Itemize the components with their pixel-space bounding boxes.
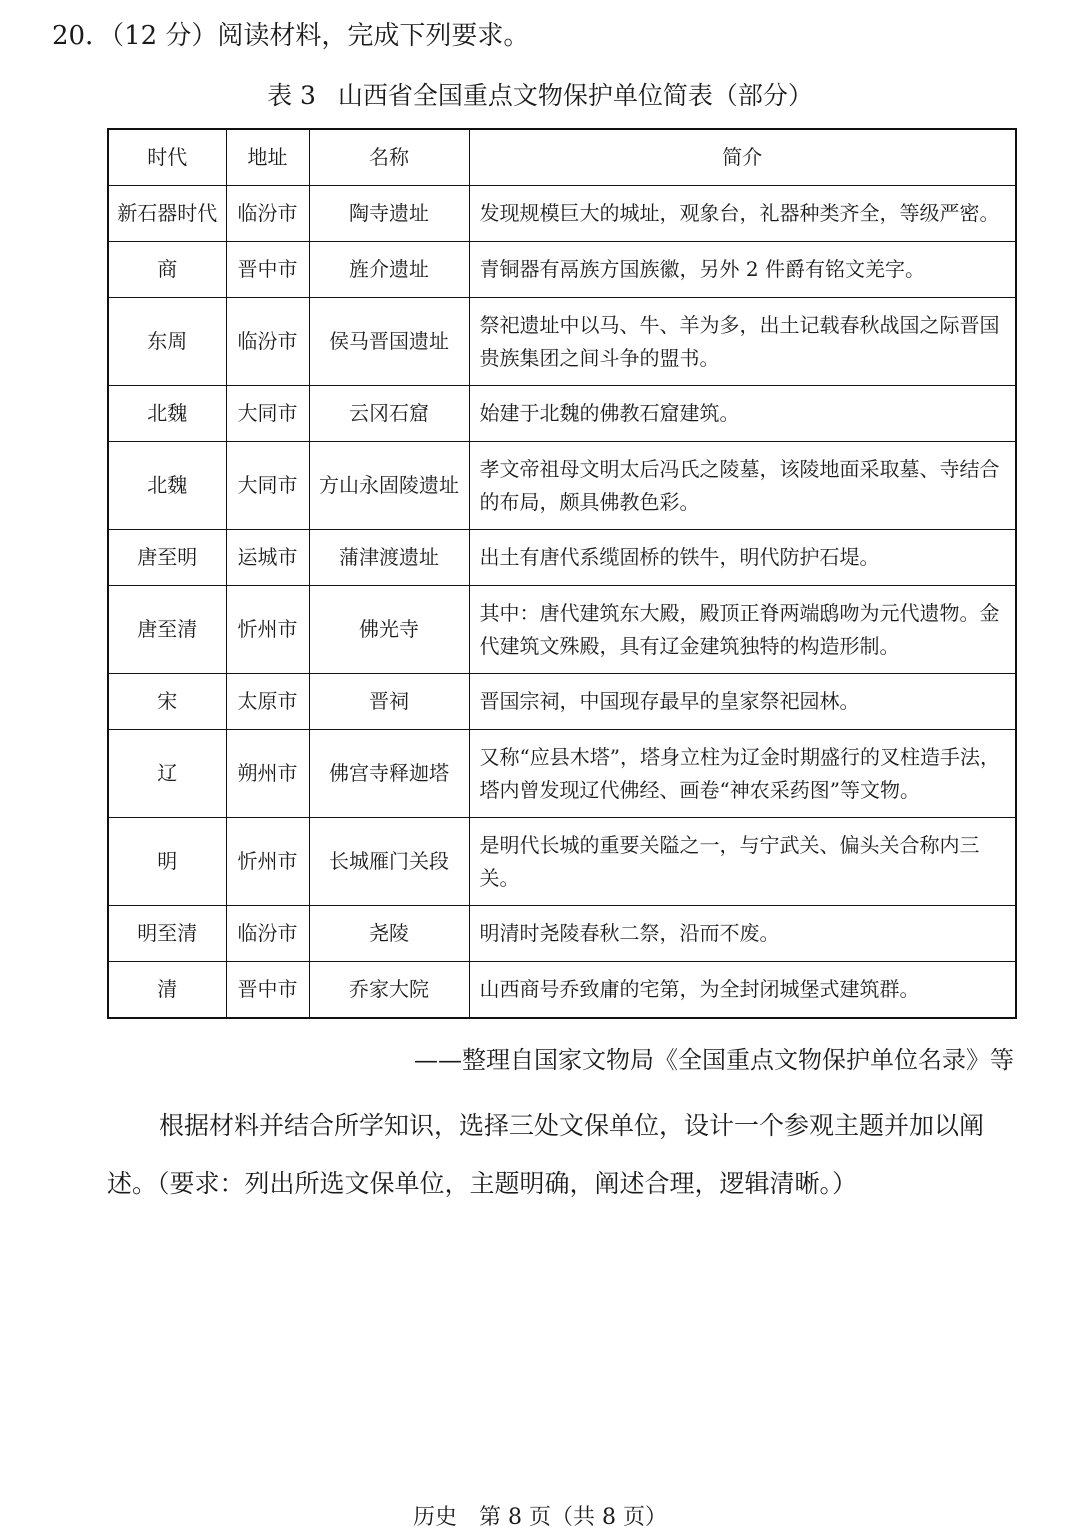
- table-row: [108, 962, 1016, 1019]
- cell-intro: 明清时尧陵春秋二祭，沿而不废。: [469, 906, 1016, 962]
- cell-location: 运城市: [226, 530, 309, 586]
- cell-intro: 出土有唐代系缆固桥的铁牛，明代防护石堤。: [469, 530, 1016, 586]
- cell-name: 陶寺遗址: [309, 186, 469, 242]
- cell-location: 大同市: [226, 386, 309, 442]
- table-caption: [0, 78, 1080, 114]
- cell-intro: 其中：唐代建筑东大殿，殿顶正脊两端鸱吻为元代遗物。金代建筑文殊殿，具有辽金建筑独特的构造形制。: [469, 586, 1016, 674]
- cell-era: 明: [108, 818, 226, 906]
- cell-era: 新石器时代: [108, 186, 226, 242]
- cell-name: 旌介遗址: [309, 242, 469, 298]
- cell-location: 临汾市: [226, 906, 309, 962]
- table-row: [108, 186, 1016, 242]
- table-row: [108, 530, 1016, 586]
- cell-location: 忻州市: [226, 818, 309, 906]
- cell-era: 宋: [108, 674, 226, 730]
- cell-name: 侯马晋国遗址: [309, 298, 469, 386]
- cell-name: 长城雁门关段: [309, 818, 469, 906]
- cell-name: 佛宫寺释迦塔: [309, 730, 469, 818]
- cell-intro: 是明代长城的重要关隘之一，与宁武关、偏头关合称内三关。: [469, 818, 1016, 906]
- cell-location: 太原市: [226, 674, 309, 730]
- cell-era: 商: [108, 242, 226, 298]
- table-row: [108, 906, 1016, 962]
- table-row: [108, 586, 1016, 674]
- cell-intro: 始建于北魏的佛教石窟建筑。: [469, 386, 1016, 442]
- header-location: 地址: [226, 129, 309, 186]
- cell-intro: 又称“应县木塔”，塔身立柱为辽金时期盛行的叉柱造手法，塔内曾发现辽代佛经、画卷“神农采药图”等文物。: [469, 730, 1016, 818]
- cell-era: 东周: [108, 298, 226, 386]
- table-row: [108, 674, 1016, 730]
- table-row: [108, 442, 1016, 530]
- cell-name: 尧陵: [309, 906, 469, 962]
- cell-name: 晋祠: [309, 674, 469, 730]
- cell-era: 北魏: [108, 386, 226, 442]
- cell-era: 清: [108, 962, 226, 1019]
- cell-name: 蒲津渡遗址: [309, 530, 469, 586]
- cell-era: 辽: [108, 730, 226, 818]
- cell-intro: 青铜器有鬲族方国族徽，另外 2 件爵有铭文羌字。: [469, 242, 1016, 298]
- table-row: [108, 242, 1016, 298]
- cell-name: 乔家大院: [309, 962, 469, 1019]
- table-caption-title: 山西省全国重点文物保护单位简表（部分）: [337, 81, 813, 110]
- cell-location: 朔州市: [226, 730, 309, 818]
- cell-location: 临汾市: [226, 186, 309, 242]
- table-row: [108, 730, 1016, 818]
- cell-location: 忻州市: [226, 586, 309, 674]
- question-header: 20．（12 分）阅读材料，完成下列要求。: [52, 21, 530, 51]
- cell-intro: 祭祀遗址中以马、牛、羊为多，出土记载春秋战国之际晋国贵族集团之间斗争的盟书。: [469, 298, 1016, 386]
- cell-era: 明至清: [108, 906, 226, 962]
- cell-name: 云冈石窟: [309, 386, 469, 442]
- page-footer: 历史 第 8 页（共 8 页）: [413, 1505, 667, 1530]
- cell-intro: 孝文帝祖母文明太后冯氏之陵墓，该陵地面采取墓、寺结合的布局，颇具佛教色彩。: [469, 442, 1016, 530]
- cell-era: 唐至明: [108, 530, 226, 586]
- cell-era: 唐至清: [108, 586, 226, 674]
- cell-intro: 发现规模巨大的城址，观象台，礼器种类齐全，等级严密。: [469, 186, 1016, 242]
- cell-name: 方山永固陵遗址: [309, 442, 469, 530]
- question-prompt: 根据材料并结合所学知识，选择三处文保单位，设计一个参观主题并加以阐述。（要求：列出所选文保单位，主题明确，阐述合理，逻辑清晰。）: [107, 1111, 985, 1198]
- cell-location: 大同市: [226, 442, 309, 530]
- table-row: [108, 818, 1016, 906]
- header-name: 名称: [309, 129, 469, 186]
- table-row: [108, 298, 1016, 386]
- table-caption-number: 表 3: [267, 81, 316, 110]
- cell-era: 北魏: [108, 442, 226, 530]
- table-row: [108, 386, 1016, 442]
- cell-location: 晋中市: [226, 242, 309, 298]
- cell-intro: 山西商号乔致庸的宅第，为全封闭城堡式建筑群。: [469, 962, 1016, 1019]
- cell-name: 佛光寺: [309, 586, 469, 674]
- cell-intro: 晋国宗祠，中国现存最早的皇家祭祀园林。: [469, 674, 1016, 730]
- cell-location: 晋中市: [226, 962, 309, 1019]
- table-header-row: [108, 129, 1016, 186]
- header-intro: 简介: [469, 129, 1016, 186]
- header-era: 时代: [108, 129, 226, 186]
- source-citation: ——整理自国家文物局《全国重点文物保护单位名录》等: [414, 1046, 1014, 1074]
- heritage-sites-table: [107, 128, 1017, 1019]
- cell-location: 临汾市: [226, 298, 309, 386]
